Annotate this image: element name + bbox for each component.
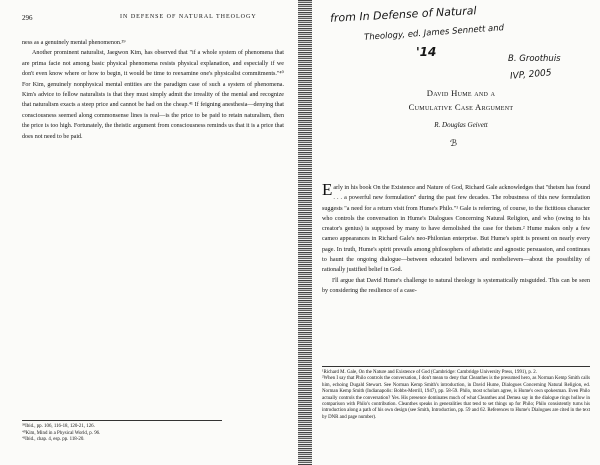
left-paragraph-1: ness as a genuinely mental phenomenon.³⁹ [22, 40, 126, 46]
footnote: ¹Richard M. Gale, On the Nature and Existence of God (Cambridge: Cambridge University Press, 1991), p. 2. [322, 370, 537, 375]
left-paragraph-2: Another prominent naturalist, Jaegwon Kim, has observed that "if a whole system of phenomena that are prima facie not among basic physical phenomena resists physical explanation, and especially if we don't even know where or how to begin, it would be time to reexamine one's physicalist commitments."⁴⁰ For Kim, genuinely nonphysical mental entities are the paradigm case of such a system of phenomena. Kim's advice to fellow naturalists is that they must simply admit the irreality of the mental and recognize that naturalism exacts a steep price and cannot be had on the cheap.⁴¹ If feigning anesthesia—denying that consciousness seemed along commonsense lines is real—is the price to be paid to retain naturalism, then the price is too high. Fortunately, the theistic argument from consciousness reminds us that it is a price that does not need to be paid. [22, 50, 284, 140]
footnote: ²When I say that Philo controls the conversation, I don't mean to deny that Cleanthes is the presumed hero, as Norman Kemp Smith calls him, echoing Dugald Stewart. See Norman Kemp Smith's introduction, in David Hume, Dialogues Concerning Natural Religion, ed. Norman Kemp Smith (Indianapolis: Bobbs-Merrill, 1947), pp. 58-59. Philo, most scholars agree, is Hume's own spokesman. Even Philo actually controls the conversation? Yes. His presence dominates much of what Cleanthes and Demea say in the dialogue rings hollow in comparison with Philo's contribution. Cleanthes speaks in generalities that tend to set things up for Philo; Philo consistently turns his introduction along a path of his own design (see Smith, Introduction, pp. 59 and 62. References to Hume's Dialogues are cited in the text by DNR and page number). [322, 376, 590, 420]
footnote: ⁴⁰Kim, Mind in a Physical World, p. 96. [22, 430, 101, 436]
left-body-text [22, 38, 284, 142]
right-footnotes [322, 366, 590, 421]
chapter-title-line2: Cumulative Case Argument [408, 102, 514, 112]
right-body-text [322, 180, 590, 296]
right-paragraph-1 [322, 180, 590, 276]
handwritten-note-line1: from In Defense of Natural [329, 4, 477, 25]
footnote: ³⁹Ibid., pp. 106, 116-18, 120-21, 126. [22, 424, 95, 429]
right-paragraph-1-text: arly in his book On the Existence and Nature of God, Richard Gale acknowledges that "theism has found . . . a powerful new formulation" during the past few decades. The robustness of this new formulation suggests "a need for a return visit from Hume's Philo."¹ Gale is referring, of course, to the fictitious character who controls the conversation in Hume's Dialogues Concerning Natural Religion, and who (owing to his creator's genius) is supposed by many to have demolished the case for theism.² Hume makes only a few cameo appearances in Richard Gale's neo-Philonian enterprise. But Hume's spirit is present on nearly every page. In truth, Hume's spirit prevails among philosophers of atheistic and agnostic persuasion, and continues to haunt the ongoing dialogue—between educated believers and nonbelievers—about the possibility of rationally justified belief in God. [322, 185, 590, 274]
chapter-title [336, 86, 586, 114]
handwritten-note-line2: Theology, ed. James Sennett and [363, 23, 505, 43]
handwritten-publisher: IVP, 2005 [509, 68, 552, 82]
right-book-page [312, 0, 600, 465]
left-footnotes [22, 420, 222, 444]
drop-cap: E [322, 180, 333, 199]
handwritten-note-line3: B. Groothuis [508, 54, 561, 64]
footnote: ⁴¹Ibid., chap. 4, esp. pp. 118-20. [22, 437, 85, 443]
ornament-icon: ℬ [450, 138, 458, 148]
running-head: IN DEFENSE OF NATURAL THEOLOGY [120, 14, 257, 20]
chapter-author: R. Douglas Geivett [434, 121, 488, 129]
chapter-title-line1: David Hume and a [426, 88, 496, 98]
page-number: 296 [22, 14, 33, 22]
handwritten-number: '14 [416, 45, 437, 59]
right-paragraph-2: I'll argue that David Hume's challenge to natural theology is systematically misguided. This can be seen by considering the resilience of a case- [322, 277, 590, 294]
